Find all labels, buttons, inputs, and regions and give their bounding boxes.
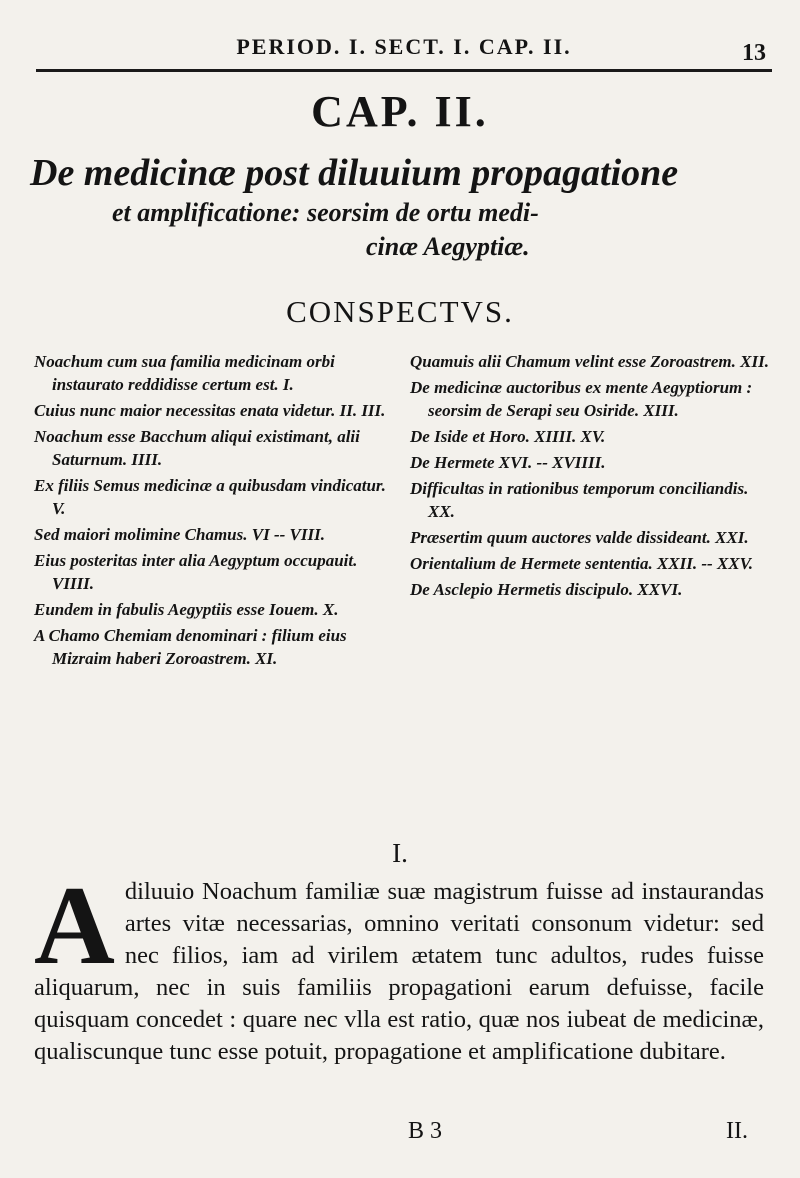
conspectus-item: Noachum cum sua familia medicinam orbi instaurato reddidisse certum est. I. <box>34 352 335 394</box>
conspectus-item: Difficultas in rationibus temporum conciliandis. XX. <box>410 479 749 521</box>
chapter-title-line: cinæ Aegyptiæ. <box>366 232 530 261</box>
chapter-heading: CAP. II. <box>311 87 489 136</box>
conspectus-item: De Iside et Horo. XIIII. XV. <box>410 427 606 446</box>
conspectus-item: Præsertim quum auctores valde dissideant. XXI. <box>410 528 749 547</box>
body-text: diluuio Noachum familiæ suæ magistrum fuisse ad instaurandas artes vitæ necessarias, omnino veritati consonum videtur: sed nec filios, iam ad virilem ætatem tunc adultos, rudes fuisse aliquarum, nec in suis familiis propagationi earum defuisse, facile quisquam concedet : quare nec vlla est ratio, quæ nos iubeat de medicinæ, qualiscunque tunc esse potuit, propagatione et amplificatione dubitare. <box>34 878 764 1065</box>
conspectus-right-column <box>410 350 770 604</box>
conspectus-item: Ex filiis Semus medicinæ a quibusdam vindicatur. V. <box>34 476 386 518</box>
chapter-title-line: et amplificatione: seorsim de ortu medi- <box>112 198 539 227</box>
chapter-title-line: De medicinæ post diluuium propagatione <box>30 152 679 194</box>
section-numeral: I. <box>392 838 408 868</box>
conspectus-item: De Asclepio Hermetis discipulo. XXVI. <box>410 580 683 599</box>
running-title: PERIOD. I. SECT. I. CAP. II. <box>236 34 572 59</box>
conspectus-item: De Hermete XVI. -- XVIIII. <box>410 453 606 472</box>
conspectus-item: Noachum esse Bacchum aliqui existimant, alii Saturnum. IIII. <box>34 427 360 469</box>
conspectus-item: Orientalium de Hermete sententia. XXII. -- XXV. <box>410 554 754 573</box>
conspectus-item: De medicinæ auctoribus ex mente Aegyptiorum : seorsim de Serapi seu Osiride. XIII. <box>410 378 753 420</box>
conspectus-item: Eius posteritas inter alia Aegyptum occupauit. VIIII. <box>34 551 358 593</box>
conspectus-item: Sed maiori molimine Chamus. VI -- VIII. <box>34 525 325 544</box>
conspectus-left-column <box>34 350 392 673</box>
conspectus-item: Quamuis alii Chamum velint esse Zoroastrem. XII. <box>410 352 769 371</box>
conspectus-item: A Chamo Chemiam denominari : filium eius Mizraim haberi Zoroastrem. XI. <box>34 626 347 668</box>
signature-mark: B 3 <box>408 1118 443 1144</box>
conspectus-item: Eundem in fabulis Aegyptiis esse Iouem. X. <box>34 600 339 619</box>
body-paragraph <box>34 864 764 1068</box>
conspectus-item: Cuius nunc maior necessitas enata videtur. II. III. <box>34 401 386 420</box>
drop-cap-initial: A <box>34 864 115 988</box>
chapter-title <box>30 150 770 264</box>
conspectus-heading: CONSPECTVS. <box>286 294 514 329</box>
catchword: II. <box>726 1118 748 1144</box>
running-head <box>36 30 772 72</box>
page-number: 13 <box>742 40 766 66</box>
header-rule <box>36 69 772 72</box>
